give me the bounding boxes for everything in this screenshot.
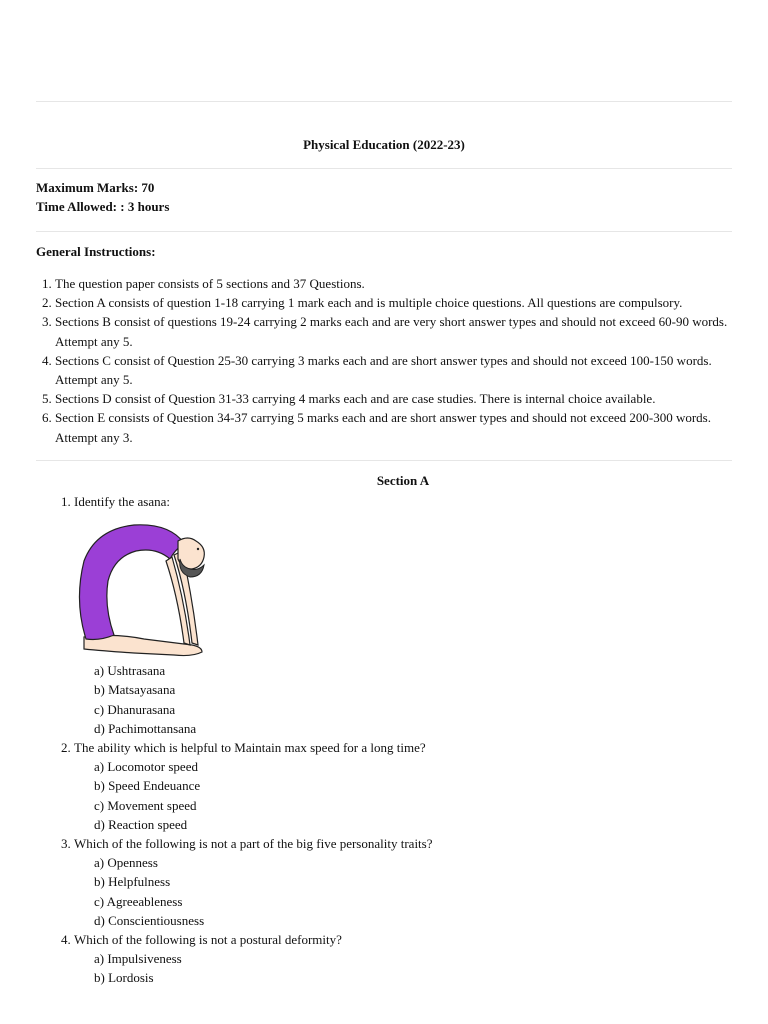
- question-item: [74, 492, 734, 738]
- instruction-item: 5. Sections D consist of Question 31-33 carrying 4 marks each and are case studies. There is internal choice available.: [55, 389, 745, 408]
- option-list: [74, 853, 734, 930]
- option-item: d) Conscientiousness: [94, 912, 205, 928]
- option-item: a) Openness: [94, 855, 158, 871]
- instruction-item: 6. Section E consists of Question 34-37 carrying 5 marks each and are short answer types and should not exceed 200-300 words. Attempt any 3.: [55, 408, 745, 446]
- option-item: b) Matsayasana: [94, 682, 176, 698]
- instruction-item: 1. The question paper consists of 5 sections and 37 Questions.: [55, 274, 745, 293]
- option-item: a) Ushtrasana: [94, 663, 166, 679]
- time-allowed: Time Allowed: : 3 hours: [36, 199, 170, 214]
- option-list: [74, 757, 734, 834]
- question-list: [56, 492, 734, 988]
- option-item: c) Dhanurasana: [94, 701, 176, 717]
- question-item: [74, 834, 734, 930]
- question-text: Identify the asana:: [74, 494, 171, 509]
- instructions-heading: General Instructions:: [36, 244, 156, 259]
- option-item: a) Impulsiveness: [94, 951, 182, 967]
- instructions-rule: [36, 460, 732, 461]
- question-text: Which of the following is not a postural deformity?: [74, 932, 342, 948]
- instruction-item: 4. Sections C consist of Question 25-30 carrying 3 marks each and are short answer types and should not exceed 100-150 words. Attempt any 5.: [55, 351, 745, 389]
- instruction-item: 3. Sections B consist of questions 19-24 carrying 2 marks each and are very short answer types and should not exceed 60-90 words. Attempt any 5.: [55, 312, 745, 350]
- page-title: Physical Education (2022-23): [303, 137, 465, 152]
- question-text: The ability which is helpful to Maintain max speed for a long time?: [74, 740, 426, 756]
- option-item: c) Agreeableness: [94, 893, 183, 909]
- option-item: d) Reaction speed: [94, 816, 188, 832]
- section-a-title: Section A: [376, 473, 430, 488]
- option-item: b) Lordosis: [94, 970, 154, 986]
- option-item: b) Speed Endeuance: [94, 778, 201, 794]
- marks-rule: [36, 231, 732, 232]
- question-item: [74, 738, 734, 834]
- option-item: d) Pachimottansana: [94, 720, 197, 736]
- question-text: Which of the following is not a part of the big five personality traits?: [74, 836, 433, 852]
- option-item: c) Movement speed: [94, 797, 197, 813]
- max-marks: Maximum Marks: 70: [36, 180, 155, 195]
- option-item: a) Locomotor speed: [94, 759, 198, 775]
- instruction-item: 2. Section A consists of question 1-18 carrying 1 mark each and is multiple choice questions. All questions are compulsory.: [55, 293, 745, 312]
- instructions-list: [36, 274, 745, 447]
- option-item: b) Helpfulness: [94, 874, 171, 890]
- option-list: [74, 661, 734, 738]
- top-rule: [36, 101, 732, 102]
- camel-pose-figure: [74, 511, 224, 661]
- title-rule: [36, 168, 732, 169]
- option-list: [74, 949, 734, 987]
- question-item: [74, 930, 734, 988]
